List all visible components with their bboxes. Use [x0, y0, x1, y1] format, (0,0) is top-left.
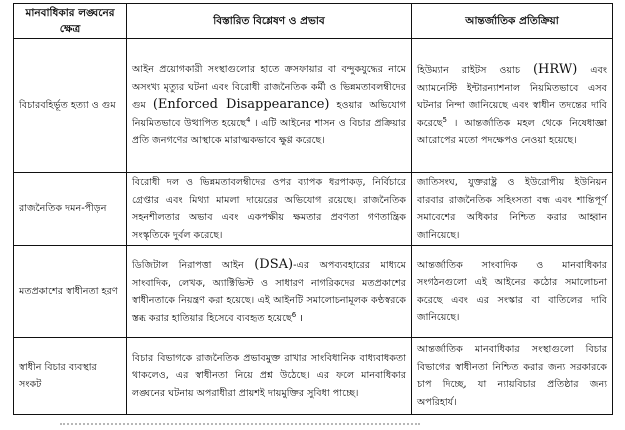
- row-analysis: বিরোধী দল ও ভিন্নমতাবলম্বীদের ওপর ব্যাপক ধরপাকড়, নির্বিচারে গ্রেপ্তার এবং মিথ্যা মামলা দায়েরের অভিযোগ রয়েছে। রাজনৈতিক সহনশীলতার অভাব এবং একপক্ষীয় ক্ষমতার প্রবণতা গণতান্ত্রিক সংস্কৃতিকে দুর্বল করেছে।: [127, 173, 412, 246]
- text: হিউম্যান রাইটস ওয়াচ: [417, 65, 533, 77]
- text: । এটি আইনের শাসন ও বিচার প্রক্রিয়ার প্রতি জনগণের আস্থাকে মারাত্মকভাবে ক্ষুণ্ণ করেছে।: [132, 117, 406, 147]
- table-row: [14, 338, 613, 415]
- table-header-row: [14, 4, 613, 39]
- cut-off-text-line: [60, 423, 420, 430]
- row-area: স্বাধীন বিচার ব্যবস্থার সংকট: [14, 338, 127, 415]
- text: এবং অ্যামনেস্টি ইন্টারন্যাশনাল নিয়মিতভাবে এসব ঘটনার নিন্দা জানিয়েছে এবং স্বাধীন তদন্তের দাবি করেছে: [417, 65, 607, 129]
- footnote-ref: 4: [246, 115, 251, 124]
- row-analysis: বিচার বিভাগকে রাজনৈতিক প্রভাবমুক্ত রাখার সাংবিধানিক বাধ্যবাধকতা থাকলেও, এর স্বাধীনতা নিয়ে প্রশ্ন উঠেছে। এর ফলে মানবাধিকার লঙ্ঘনের ঘটনায় অপরাধীরা প্রায়শই দায়মুক্তির সুবিধা পাচ্ছে।: [127, 338, 412, 415]
- english-term: (HRW): [532, 62, 578, 78]
- row-response: আন্তর্জাতিক মানবাধিকার সংস্থাগুলো বিচার বিভাগের স্বাধীনতা নিশ্চিত করার জন্য সরকারকে চাপ দিচ্ছে, যা ন্যায়বিচার প্রতিষ্ঠার জন্য অপরিহার্য।: [412, 338, 613, 415]
- row-response: আন্তর্জাতিক সাংবাদিক ও মানবাধিকার সংগঠনগুলো এই আইনের কঠোর সমালোচনা করেছে এবং এর সংস্কার বা বাতিলের দাবি জানিয়েছে।: [412, 246, 613, 338]
- english-term: (Enforced Disappearance): [152, 97, 330, 113]
- text: আইন প্রয়োগকারী সংস্থাগুলোর হাতে ক্রসফায়ার বা বন্দুকযুদ্ধের নামে অসংখ্য মৃত্যুর ঘটনা এবং বিরোধী রাজনৈতিক কর্মী ও ভিন্নমতাবলম্বীদের গুম: [132, 64, 406, 112]
- row-area: রাজনৈতিক দমন-পীড়ন: [14, 173, 127, 246]
- row-response: জাতিসংঘ, যুক্তরাষ্ট্র ও ইউরোপীয় ইউনিয়ন বারবার রাজনৈতিক সহিংসতা বন্ধ এবং শান্তিপূর্ণ সমাবেশের অধিকার নিশ্চিত করার আহ্বান জানিয়েছে।: [412, 173, 613, 246]
- text: হওয়ার অভিযোগ নিয়মিতভাবে উত্থাপিত হয়েছে: [132, 100, 406, 129]
- human-rights-table: [13, 3, 613, 415]
- header-analysis: বিস্তারিত বিশ্লেষণ ও প্রভাব: [127, 4, 412, 39]
- text: ডিজিটাল নিরাপত্তা আইন: [132, 260, 255, 271]
- row-area: বিচারবহির্ভূত হত্যা ও গুম: [14, 39, 127, 173]
- table-row: [14, 173, 613, 246]
- text: -এর অপব্যবহারের মাধ্যমে সাংবাদিক, লেখক, অ্যাক্টিভিস্ট ও সাধারণ নাগরিকদের মতপ্রকাশের স্বাধীনতাকে নিয়ন্ত্রণ করা হয়েছে। এই আইনটি সমালোচনামূলক কণ্ঠস্বরকে স্তব্ধ করার হাতিয়ার হিসেবে ব্যবহৃত হয়েছে: [132, 260, 406, 324]
- table-row: [14, 39, 613, 173]
- header-international-response: আন্তর্জাতিক প্রতিক্রিয়া: [412, 4, 613, 39]
- english-term: (DSA): [254, 257, 294, 272]
- row-analysis: [127, 39, 412, 173]
- row-area: মতপ্রকাশের স্বাধীনতা হরণ: [14, 246, 127, 338]
- row-response: [412, 39, 613, 173]
- header-violation-area: মানবাধিকার লঙ্ঘনের ক্ষেত্র: [14, 4, 127, 39]
- text: । আন্তর্জাতিক মহল থেকে নিষেধাজ্ঞা আরোপের মতো পদক্ষেপও নেওয়া হয়েছে।: [417, 117, 607, 147]
- table-row: [14, 246, 613, 338]
- text: ।: [296, 312, 303, 324]
- footnote-ref: 6: [291, 310, 297, 319]
- row-analysis: [127, 246, 412, 338]
- footnote-ref: 5: [442, 115, 447, 124]
